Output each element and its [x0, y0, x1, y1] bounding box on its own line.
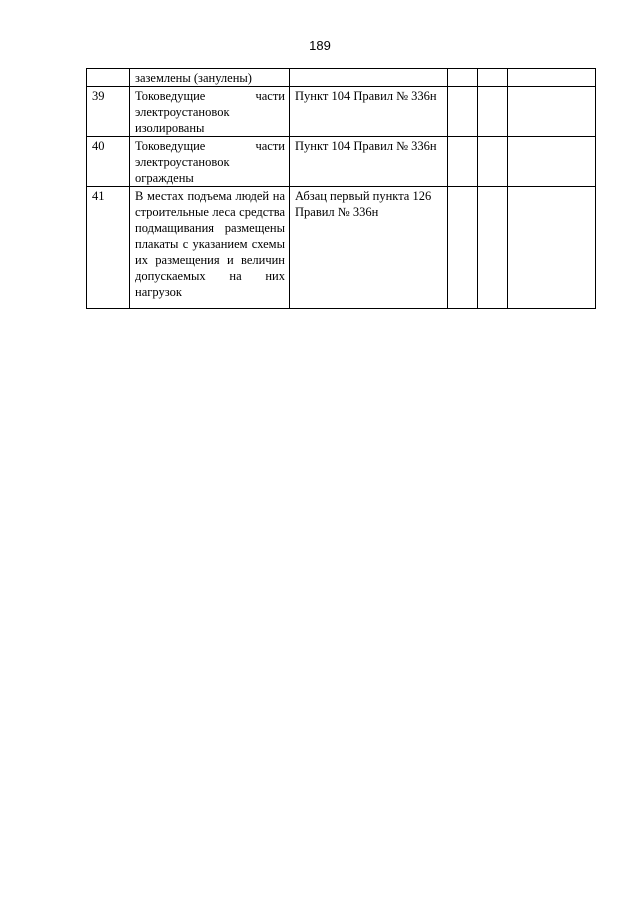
table-row: [87, 137, 596, 187]
requirement-cell: заземлены (занулены): [130, 69, 290, 87]
answer-no-cell: [478, 137, 508, 187]
answer-no-cell: [478, 69, 508, 87]
requirement-cell: В местах подъема людей на строительные леса средства подмащивания размещены плакаты с указанием схемы их размещения и величин допускаемых на них нагрузок: [130, 187, 290, 309]
row-number-cell: 39: [87, 87, 130, 137]
reference-cell: Абзац первый пункта 126 Правил № 336н: [290, 187, 448, 309]
note-cell: [508, 187, 596, 309]
checklist-table: [86, 68, 596, 309]
row-number-cell: [87, 69, 130, 87]
reference-cell: [290, 69, 448, 87]
note-cell: [508, 87, 596, 137]
row-number-cell: 40: [87, 137, 130, 187]
requirement-cell: Токоведущие части электроустановок ограждены: [130, 137, 290, 187]
answer-no-cell: [478, 87, 508, 137]
requirement-cell: Токоведущие части электроустановок изолированы: [130, 87, 290, 137]
table-row: [87, 69, 596, 87]
answer-yes-cell: [448, 69, 478, 87]
answer-yes-cell: [448, 187, 478, 309]
answer-no-cell: [478, 187, 508, 309]
row-number-cell: 41: [87, 187, 130, 309]
note-cell: [508, 69, 596, 87]
note-cell: [508, 137, 596, 187]
table-row: [87, 87, 596, 137]
answer-yes-cell: [448, 137, 478, 187]
reference-cell: Пункт 104 Правил № 336н: [290, 87, 448, 137]
table-row: [87, 187, 596, 309]
page-number: 189: [309, 38, 331, 53]
answer-yes-cell: [448, 87, 478, 137]
reference-cell: Пункт 104 Правил № 336н: [290, 137, 448, 187]
